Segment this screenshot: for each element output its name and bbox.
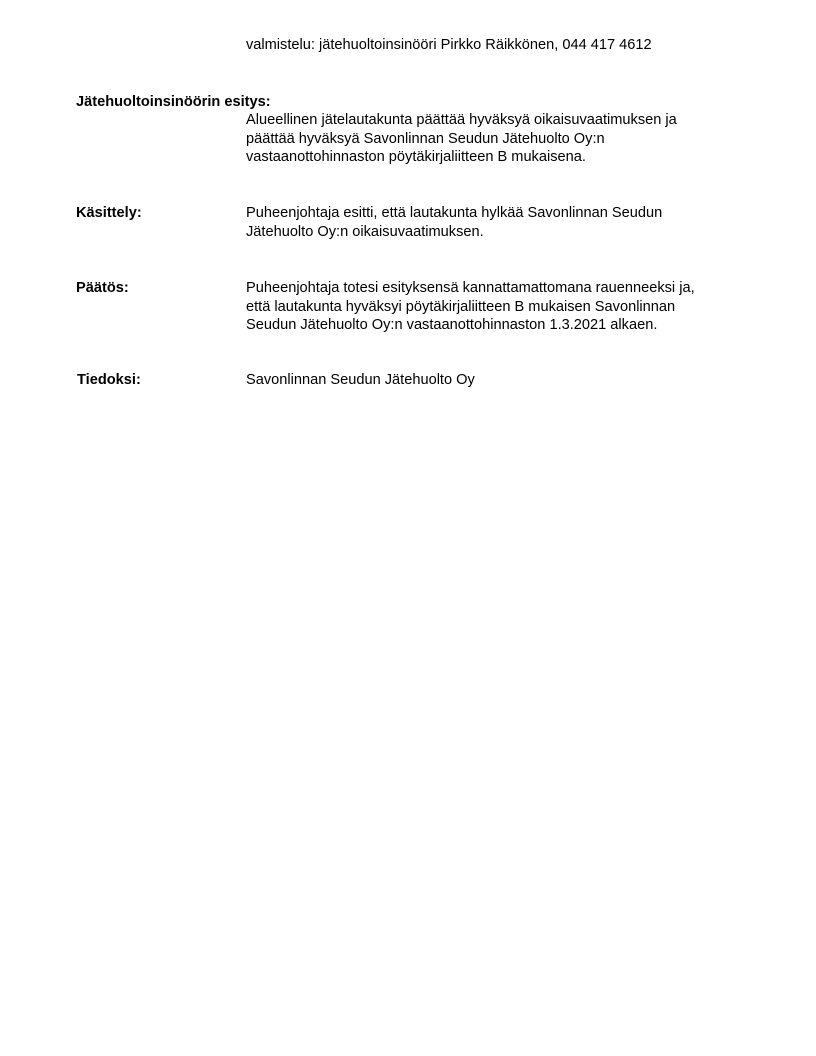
proposal-line: vastaanottohinnaston pöytäkirjaliitteen B mukaisena. — [246, 149, 586, 165]
handling-text — [246, 204, 766, 241]
handling-line: Jätehuolto Oy:n oikaisuvaatimuksen. — [246, 223, 484, 240]
info-text: Savonlinnan Seudun Jätehuolto Oy — [246, 372, 475, 388]
preparation-line: valmistelu: jätehuoltoinsinööri Pirkko Räikkönen, 044 417 4612 — [246, 37, 652, 53]
decision-line: Seudun Jätehuolto Oy:n vastaanottohinnaston 1.3.2021 alkaen. — [246, 317, 658, 333]
proposal-label: Jätehuoltoinsinöörin esitys: — [76, 94, 271, 110]
handling-line: Puheenjohtaja esitti, että lautakunta hylkää Savonlinnan Seudun — [246, 205, 663, 221]
proposal-line: päättää hyväksyä Savonlinnan Seudun Jätehuolto Oy:n — [246, 130, 605, 147]
proposal-line: Alueellinen jätelautakunta päättää hyväksyä oikaisuvaatimuksen ja — [246, 112, 677, 128]
decision-line: että lautakunta hyväksyi pöytäkirjaliitteen B mukaisen Savonlinnan — [246, 298, 676, 315]
info-label: Tiedoksi: — [77, 372, 141, 388]
decision-line: Puheenjohtaja totesi esityksensä kannattamattomana rauenneeksi ja, — [246, 280, 695, 296]
proposal-text — [246, 111, 766, 167]
decision-label: Päätös: — [76, 280, 129, 296]
handling-label: Käsittely: — [76, 205, 142, 221]
decision-text — [246, 279, 766, 335]
